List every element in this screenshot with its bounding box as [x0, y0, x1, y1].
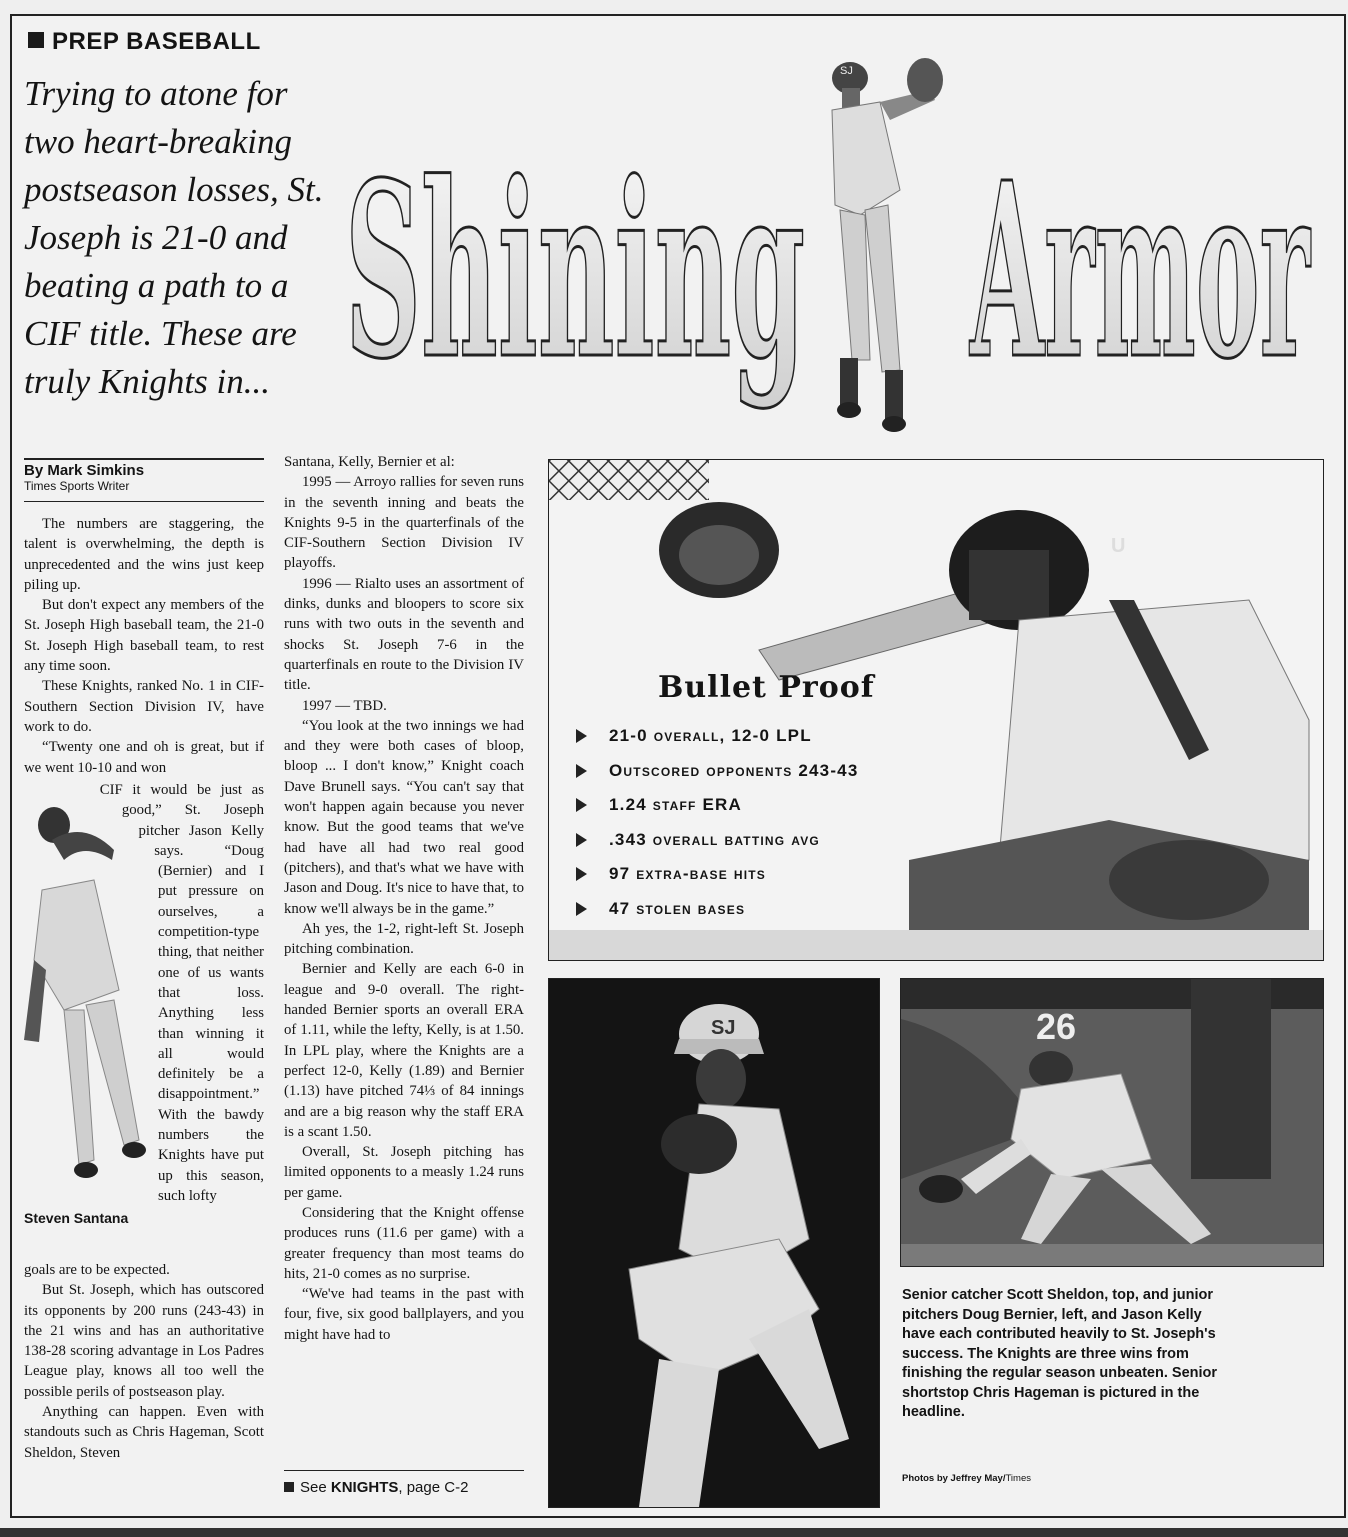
byline-title: Times Sports Writer [24, 479, 130, 493]
stat-item [548, 754, 938, 789]
photo-credit [902, 1473, 1031, 1484]
headline-art [340, 40, 1335, 450]
article-paragraph: goals are to be expected. [24, 1262, 170, 1278]
byline-rule [24, 501, 264, 502]
section-kicker [28, 28, 261, 56]
stat-text: 21-0 overall, 12-0 LPL [609, 726, 812, 746]
article-column-1 [24, 514, 264, 778]
article-paragraph: “We've had teams in the past with four, five, six good ballplayers, and you might have had to [284, 1286, 524, 1343]
bullet-proof-sidebar [548, 670, 938, 926]
kicker-square-icon [28, 32, 44, 48]
headline-word-shining: Shining [345, 130, 805, 412]
byline [24, 458, 264, 502]
article-paragraph: But St. Joseph, which has outscored its opponents by 200 runs (243-43) in the 21 wins and has an authoritative 138-28 scoring advantage in Los Padres League play, knows all too well the possible perils of postseason play. [24, 1282, 264, 1400]
triangle-bullet-icon [576, 902, 587, 916]
mask-letter: U [1111, 535, 1126, 557]
jump-target: KNIGHTS [330, 1479, 399, 1496]
triangle-bullet-icon [576, 798, 587, 812]
stat-text: Outscored opponents 243-43 [609, 760, 859, 780]
article-paragraph: But don't expect any members of the St. Joseph High baseball team, the 21-0 St. Joseph High baseball team, to rest any time soon. [24, 597, 264, 675]
cap-letters: SJ [840, 65, 853, 77]
triangle-bullet-icon [576, 764, 587, 778]
bernier-photo [548, 978, 880, 1508]
byline-name: By Mark Simkins [24, 462, 145, 479]
jump-page: , page C-2 [398, 1479, 469, 1496]
photo-caption: Senior catcher Scott Sheldon, top, and junior pitchers Doug Bernier, left, and Jason Kelly have each contributed heavily to St. Joseph's success. The Knights are three wins from finishing the regular season unbeaten. Senior shortstop Chris Hageman is pictured in the headline. [902, 1287, 1218, 1420]
article-paragraph: “You look at the two innings we had and they were both cases of bloop, bloop ... I don't know,” Knight coach Dave Brunell says. “You can't say that won't happen again because you never know. But the good teams that we've had have all had two real good (pitchers), and that's what we have with Jason and Doug. It's nice to have that, to know we'll always be in the game.” [284, 717, 524, 917]
shortstop-figure [832, 58, 943, 432]
article-column-2 [284, 452, 524, 1345]
article-paragraph: Considering that the Knight offense produces runs (11.6 per game) with a greater frequency than most teams do hits, 21-0 comes as no surprise. [284, 1204, 524, 1282]
triangle-bullet-icon [576, 729, 587, 743]
stat-item [548, 788, 938, 823]
stat-item [548, 823, 938, 858]
stat-item [548, 719, 938, 754]
triangle-bullet-icon [576, 867, 587, 881]
jump-line [284, 1470, 524, 1496]
jump-square-icon [284, 1482, 294, 1492]
triangle-bullet-icon [576, 833, 587, 847]
stat-item [548, 857, 938, 892]
stat-item [548, 892, 938, 927]
santana-photo [24, 780, 154, 1210]
article-paragraph: Overall, St. Joseph pitching has limited opponents to a measly 1.24 runs per game. [284, 1144, 524, 1201]
stat-text: .343 overall batting avg [609, 829, 820, 849]
article-column-1-end [24, 1260, 264, 1463]
jersey-number: 26 [1036, 1006, 1077, 1047]
article-paragraph: Anything can happen. Even with standouts such as Chris Hageman, Scott Sheldon, Steven [24, 1404, 264, 1461]
stat-text: 97 extra-base hits [609, 864, 766, 884]
stat-text: 47 stolen bases [609, 898, 746, 918]
credit-org: Times [1005, 1473, 1031, 1484]
article-paragraph: Santana, Kelly, Bernier et al: [284, 454, 455, 470]
sidebar-title: Bullet Proof [658, 670, 875, 705]
article-paragraph: 1997 — TBD. [302, 697, 387, 714]
jump-prefix: See [300, 1479, 327, 1496]
article-paragraph: 1996 — Rialto uses an assortment of dinks, dunks and bloopers to score six runs with two outs in the seventh and shocks St. Joseph 7-6 in the quarterfinals en route to the Division IV title. [284, 575, 524, 694]
section-label: PREP BASEBALL [52, 28, 261, 55]
deck-text: Trying to atone for two heart-breaking postseason losses, St. Joseph is 21-0 and beating a path to a CIF title. These are truly Knights in... [24, 74, 324, 401]
credit-photographer: Photos by Jeffrey May/ [902, 1473, 1006, 1484]
quote-wrap-text: CIF it would be just as good,” St. Joseph pitcher Jason Kelly says. “Doug (Bernier) and I put pressure on ourselves, a competition-type thing, that neither one of us wants that loss. Anything less than winning it all would definitely be a disappointment.” With the bawdy numbers the Knights have put up this season, such lofty [99, 782, 264, 1204]
stat-text: 1.24 staff ERA [609, 795, 742, 815]
article-paragraph: “Twenty one and oh is great, but if we went 10-10 and won [24, 739, 264, 776]
bottom-rule [0, 1528, 1348, 1537]
kelly-photo [900, 978, 1324, 1267]
cap-letters: SJ [711, 1017, 736, 1039]
article-paragraph: Ah yes, the 1-2, right-left St. Joseph pitching combination. [284, 920, 524, 958]
headline-word-armor: Armor [969, 130, 1312, 412]
quote-wrap-block [24, 780, 264, 1210]
sidebar-stats-list [548, 719, 938, 926]
santana-cutline: Steven Santana [24, 1210, 129, 1226]
article-paragraph: The numbers are staggering, the talent is overwhelming, the depth is unprecedented and the wins just keep piling up. [24, 516, 264, 593]
article-paragraph: Bernier and Kelly are each 6-0 in league and 9-0 overall. The right-handed Bernier sports an overall ERA of 1.11, while the lefty, Kelly, is at 1.50. In LPL play, where the Knights are a perfect 12-0, Kelly (1.89) and Bernier (1.13) have pitched 74⅓ of 84 innings and are a big reason why the staff ERA is a scant 1.50. [284, 961, 524, 1140]
article-paragraph: These Knights, ranked No. 1 in CIF-Southern Section Division IV, have work to do. [24, 678, 264, 735]
article-paragraph: 1995 — Arroyo rallies for seven runs in the seventh inning and beats the Knights 9-5 in the quarterfinals of the CIF-Southern Section Division IV playoffs. [284, 474, 524, 572]
